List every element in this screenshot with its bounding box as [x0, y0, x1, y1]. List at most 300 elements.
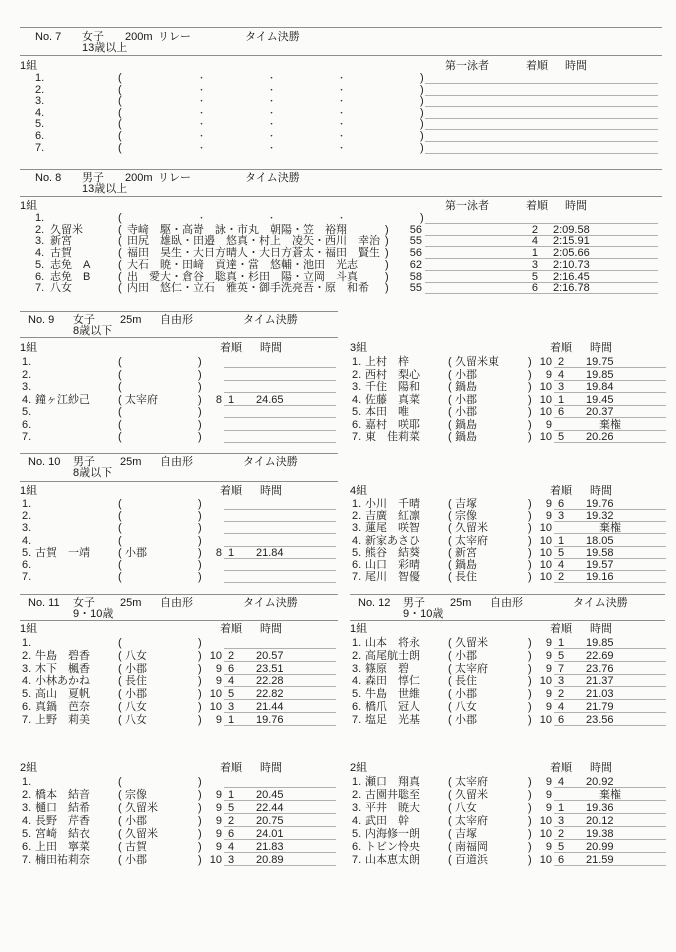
result-underline	[425, 118, 658, 119]
swimmer-name: 熊谷 結葵	[365, 546, 420, 559]
horizontal-rule	[20, 620, 338, 621]
lane-number: 2.	[352, 649, 362, 662]
open-paren: (	[118, 356, 122, 368]
swimmer-age: 8	[215, 546, 222, 559]
swimmer-age: 10	[539, 675, 552, 688]
lane-number: 2.	[35, 223, 45, 236]
horizontal-rule	[20, 453, 338, 454]
lane-number: 5.	[22, 828, 32, 840]
team-name: 志免 A	[50, 258, 91, 271]
dot-separator: ・	[197, 84, 207, 95]
event-number: No. 7	[35, 31, 62, 43]
dot-separator: ・	[197, 142, 207, 153]
rank-value: 6	[228, 662, 235, 675]
open-paren: (	[118, 637, 122, 649]
close-paren: )	[528, 649, 532, 662]
rank-value: 3	[558, 510, 565, 523]
swimmer-name: 塩足 光基	[365, 713, 420, 726]
open-paren: (	[118, 546, 122, 559]
club-name: 百道浜	[455, 854, 488, 866]
close-paren: )	[198, 637, 202, 649]
open-paren: (	[448, 637, 452, 649]
swimmer-name: 武田 幹	[365, 815, 409, 827]
swimmer-age: 10	[539, 356, 552, 368]
column-header-time: 時間	[565, 60, 587, 72]
time-value: 19.84	[586, 381, 614, 393]
dot-separator: ・	[337, 96, 347, 107]
club-name: 吉塚	[455, 828, 477, 840]
lane-number: 4.	[35, 106, 45, 119]
close-paren: )	[385, 270, 389, 283]
dot-separator: ・	[267, 119, 277, 130]
club-name: 古賀	[125, 841, 147, 853]
swimmer-age: 10	[539, 854, 552, 866]
event-round: タイム決勝	[243, 456, 298, 468]
open-paren: (	[118, 431, 122, 443]
result-underline	[224, 787, 336, 788]
time-value: 19.76	[256, 713, 284, 726]
swimmer-age: 9	[545, 701, 552, 713]
rank-value: 4	[558, 776, 565, 788]
rank-value: 3	[558, 815, 565, 827]
withdrawn-status: 棄権	[599, 418, 621, 431]
close-paren: )	[198, 713, 202, 726]
swimmer-age: 9	[545, 510, 552, 523]
result-underline	[425, 258, 658, 259]
close-paren: )	[528, 571, 532, 584]
open-paren: (	[118, 83, 122, 96]
close-paren: )	[198, 510, 202, 523]
swimmer-name: 橋本 結音	[35, 789, 90, 801]
open-paren: (	[448, 841, 452, 853]
club-name: 小郡	[455, 713, 477, 726]
rank-value: 5	[531, 270, 538, 283]
result-underline	[425, 223, 658, 224]
lane-number: 4.	[22, 815, 32, 827]
close-paren: )	[528, 510, 532, 523]
open-paren: (	[118, 841, 122, 853]
column-header-rank: 着順	[550, 623, 572, 635]
result-underline	[425, 246, 658, 247]
time-value: 19.16	[586, 571, 614, 584]
close-paren: )	[420, 141, 424, 154]
close-paren: )	[528, 789, 532, 801]
lane-number: 5.	[22, 406, 32, 418]
horizontal-rule	[20, 311, 338, 312]
close-paren: )	[198, 662, 202, 675]
swimmer-age: 9	[215, 675, 222, 688]
swimmer-name: 橋爪 冠人	[365, 701, 420, 713]
relay-members: 田尻 雄臥・田邉 悠真・村上 凌矢・西川 幸治	[127, 235, 380, 248]
dot-separator: ・	[267, 96, 277, 107]
event-age-group: 13歳以上	[82, 42, 128, 54]
lane-number: 7.	[352, 431, 362, 443]
time-value: 19.85	[586, 368, 614, 381]
club-name: 八女	[125, 649, 147, 662]
swimmer-age: 10	[539, 381, 552, 393]
relay-members: 内田 悠仁・立石 雅英・御手洗亮吾・原 和希	[127, 282, 369, 295]
column-header-rank: 着順	[550, 485, 572, 497]
time-value: 22.44	[256, 802, 284, 814]
open-paren: (	[118, 418, 122, 431]
rank-value: 1	[228, 393, 235, 406]
close-paren: )	[198, 546, 202, 559]
lane-number: 1.	[35, 212, 45, 224]
swimmer-name: 山口 彩晴	[365, 559, 420, 571]
swimmer-age: 9	[215, 841, 222, 853]
swimmer-age: 9	[215, 713, 222, 726]
time-value: 19.85	[586, 637, 614, 649]
open-paren: (	[118, 510, 122, 523]
close-paren: )	[528, 393, 532, 406]
event-number: No. 12	[358, 597, 391, 609]
open-paren: (	[118, 571, 122, 584]
open-paren: (	[118, 802, 122, 814]
time-value: 23.76	[586, 662, 614, 675]
open-paren: (	[448, 662, 452, 675]
swimmer-name: 高尾航士朗	[365, 649, 420, 662]
dot-separator: ・	[197, 213, 207, 223]
horizontal-rule	[350, 594, 665, 595]
open-paren: (	[118, 381, 122, 393]
club-name: 宗像	[455, 510, 477, 523]
open-paren: (	[118, 282, 122, 295]
horizontal-rule	[20, 594, 338, 595]
close-paren: )	[385, 235, 389, 248]
close-paren: )	[385, 258, 389, 271]
time-value: 23.51	[256, 662, 284, 675]
lane-number: 6.	[22, 559, 32, 571]
lane-number: 7.	[22, 431, 32, 443]
lane-number: 1.	[352, 776, 362, 788]
time-value: 2:16.45	[553, 270, 590, 283]
close-paren: )	[198, 498, 202, 510]
swimmer-name: 楠田祐莉奈	[35, 854, 90, 866]
club-name: 鍋島	[455, 381, 477, 393]
event-number: No. 11	[28, 597, 60, 609]
horizontal-rule	[20, 169, 662, 170]
relay-members: 福田 昊生・大日方晴人・大日方蒼太・福田 賢生	[127, 247, 380, 260]
time-value: 19.32	[586, 510, 614, 523]
close-paren: )	[528, 546, 532, 559]
event-stroke: 自由形	[160, 456, 193, 468]
event-stroke: 自由形	[490, 597, 523, 609]
lane-number: 2.	[35, 83, 45, 96]
swimmer-age: 9	[545, 649, 552, 662]
swimmer-age: 9	[545, 418, 552, 431]
withdrawn-status: 棄権	[599, 522, 621, 535]
club-name: 小郡	[455, 649, 477, 662]
open-paren: (	[118, 662, 122, 675]
time-value: 21.03	[586, 688, 614, 701]
horizontal-rule	[20, 55, 662, 56]
lane-number: 1.	[35, 72, 45, 84]
heat-label: 1組	[350, 623, 368, 635]
heat-label: 1組	[20, 342, 38, 354]
club-name: 太宰府	[455, 662, 488, 675]
close-paren: )	[528, 431, 532, 443]
dot-separator: ・	[267, 142, 277, 153]
rank-value: 1	[228, 713, 235, 726]
time-value: 20.89	[256, 854, 284, 866]
lane-number: 4.	[22, 534, 32, 547]
swimmer-name: 瀬口 翔真	[365, 776, 420, 788]
event-round: タイム決勝	[243, 597, 298, 609]
open-paren: (	[448, 381, 452, 393]
swimmer-age: 10	[209, 854, 222, 866]
time-value: 21.37	[586, 675, 614, 688]
open-paren: (	[448, 649, 452, 662]
dot-separator: ・	[337, 213, 347, 223]
rank-value: 6	[558, 498, 565, 510]
heat-label: 1組	[20, 60, 38, 72]
open-paren: (	[118, 130, 122, 142]
swimmer-name: 内海修一朗	[365, 828, 420, 840]
swimmer-name: 宮崎 結衣	[35, 828, 90, 840]
rank-value: 2	[228, 649, 235, 662]
close-paren: )	[528, 406, 532, 418]
column-header-time: 時間	[590, 623, 612, 635]
result-underline	[224, 417, 336, 418]
swimmer-name: 森田 惇仁	[365, 675, 420, 688]
dot-separator: ・	[337, 73, 347, 83]
open-paren: (	[448, 713, 452, 726]
result-underline	[224, 442, 336, 443]
swimmer-name: 古園井聡至	[365, 789, 420, 801]
time-value: 24.01	[256, 828, 284, 840]
close-paren: )	[198, 701, 202, 713]
close-paren: )	[198, 356, 202, 368]
open-paren: (	[118, 675, 122, 688]
swimmer-age: 9	[545, 841, 552, 853]
column-header-first_swimmer: 第一泳者	[445, 200, 489, 212]
rank-value: 2	[558, 688, 565, 701]
open-paren: (	[118, 106, 122, 119]
club-name: 小郡	[125, 688, 147, 701]
team-age: 62	[409, 258, 422, 271]
event-gender: 女子	[73, 597, 95, 609]
rank-value: 2	[558, 356, 565, 368]
open-paren: (	[448, 356, 452, 368]
rank-value: 5	[558, 431, 565, 443]
open-paren: (	[118, 95, 122, 108]
club-name: 鍋島	[455, 418, 477, 431]
club-name: 久留米東	[455, 356, 499, 368]
club-name: 吉塚	[455, 498, 477, 510]
time-value: 23.56	[586, 713, 614, 726]
result-underline	[425, 235, 658, 236]
result-underline	[425, 129, 658, 130]
close-paren: )	[198, 802, 202, 814]
result-underline	[425, 95, 658, 96]
open-paren: (	[448, 828, 452, 840]
rank-value: 1	[228, 789, 235, 801]
lane-number: 7.	[352, 713, 362, 726]
open-paren: (	[118, 828, 122, 840]
lane-number: 2.	[22, 510, 32, 523]
swimmer-age: 10	[209, 701, 222, 713]
close-paren: )	[385, 247, 389, 260]
close-paren: )	[198, 431, 202, 443]
dot-separator: ・	[267, 107, 277, 118]
club-name: 南福岡	[455, 841, 488, 853]
time-value: 20.57	[256, 649, 284, 662]
open-paren: (	[448, 559, 452, 571]
column-header-rank: 着順	[220, 342, 242, 354]
result-underline	[425, 270, 658, 271]
lane-number: 2.	[352, 510, 362, 523]
lane-number: 7.	[22, 713, 32, 726]
time-value: 19.58	[586, 546, 614, 559]
lane-number: 1.	[352, 637, 362, 649]
heat-label: 3組	[350, 342, 368, 354]
rank-value: 3	[558, 675, 565, 688]
swimmer-name: 蓮尾 咲智	[365, 522, 420, 535]
dot-separator: ・	[337, 119, 347, 130]
club-name: 久留米	[455, 789, 488, 801]
lane-number: 3.	[35, 235, 45, 248]
swimmer-name: 吉廣 紅凛	[365, 510, 420, 523]
club-name: 鍋島	[455, 559, 477, 571]
swimmer-age: 10	[539, 713, 552, 726]
horizontal-rule	[20, 337, 338, 338]
team-name: 古賀	[50, 247, 72, 260]
club-name: 小郡	[455, 406, 477, 418]
open-paren: (	[118, 223, 122, 236]
close-paren: )	[420, 83, 424, 96]
close-paren: )	[528, 776, 532, 788]
club-name: 八女	[455, 802, 477, 814]
open-paren: (	[118, 713, 122, 726]
close-paren: )	[198, 381, 202, 393]
rank-value: 5	[228, 688, 235, 701]
swimmer-age: 9	[545, 637, 552, 649]
close-paren: )	[528, 522, 532, 535]
close-paren: )	[528, 688, 532, 701]
open-paren: (	[448, 534, 452, 547]
lane-number: 6.	[22, 701, 32, 713]
time-value: 20.26	[586, 431, 614, 443]
close-paren: )	[528, 368, 532, 381]
event-age-group: 8歳以下	[73, 467, 113, 479]
club-name: 太宰府	[455, 534, 488, 547]
close-paren: )	[198, 815, 202, 827]
open-paren: (	[448, 406, 452, 418]
rank-value: 4	[558, 559, 565, 571]
close-paren: )	[198, 393, 202, 406]
event-distance: 200m	[125, 172, 153, 184]
horizontal-rule	[20, 481, 338, 482]
lane-number: 2.	[22, 649, 32, 662]
close-paren: )	[528, 841, 532, 853]
swimmer-age: 10	[539, 522, 552, 535]
lane-number: 1.	[22, 498, 32, 510]
team-age: 56	[409, 223, 422, 236]
time-value: 2:09.58	[553, 223, 590, 236]
close-paren: )	[198, 571, 202, 584]
relay-members: 出 愛大・倉谷 聡真・杉田 陽・立岡 斗真	[127, 270, 358, 283]
lane-number: 2.	[352, 368, 362, 381]
swimmer-name: 鐘ヶ江紗己	[35, 393, 90, 406]
dot-separator: ・	[337, 142, 347, 153]
lane-number: 6.	[352, 841, 362, 853]
event-number: No. 9	[28, 314, 55, 326]
rank-value: 4	[228, 675, 235, 688]
event-number: No. 8	[35, 172, 62, 184]
close-paren: )	[198, 418, 202, 431]
open-paren: (	[118, 118, 122, 131]
open-paren: (	[118, 498, 122, 510]
swimmer-age: 10	[539, 406, 552, 418]
result-underline	[224, 570, 336, 571]
time-value: 19.76	[586, 498, 614, 510]
heat-label: 1組	[20, 623, 38, 635]
swimmer-name: 山本恵太朗	[365, 854, 420, 866]
lane-number: 6.	[352, 701, 362, 713]
event-gender: 女子	[73, 314, 95, 326]
swimmer-age: 9	[545, 776, 552, 788]
rank-value: 2	[531, 223, 538, 236]
close-paren: )	[528, 701, 532, 713]
column-header-time: 時間	[590, 342, 612, 354]
rank-value: 4	[531, 235, 538, 248]
time-value: 2:16.78	[553, 282, 590, 295]
swimmer-name: 佐藤 真菜	[365, 393, 420, 406]
rank-value: 3	[228, 854, 235, 866]
club-name: 長住	[455, 675, 477, 688]
rank-value: 2	[558, 828, 565, 840]
open-paren: (	[448, 675, 452, 688]
open-paren: (	[118, 141, 122, 154]
lane-number: 6.	[35, 270, 45, 283]
close-paren: )	[385, 282, 389, 295]
swimmer-age: 9	[215, 789, 222, 801]
time-value: 21.59	[586, 854, 614, 866]
lane-number: 6.	[22, 841, 32, 853]
open-paren: (	[448, 789, 452, 801]
open-paren: (	[118, 854, 122, 866]
column-header-time: 時間	[260, 342, 282, 354]
event-round: タイム決勝	[245, 172, 300, 184]
event-age-group: 13歳以上	[82, 183, 128, 195]
rank-value: 2	[228, 815, 235, 827]
rank-value: 6	[558, 854, 565, 866]
rank-value: 4	[228, 841, 235, 853]
swimmer-name: 古賀 一靖	[35, 546, 90, 559]
lane-number: 4.	[352, 675, 362, 688]
open-paren: (	[118, 72, 122, 84]
open-paren: (	[118, 815, 122, 827]
close-paren: )	[420, 95, 424, 108]
swimmer-name: 小林あかね	[35, 675, 90, 688]
close-paren: )	[528, 637, 532, 649]
team-age: 58	[409, 270, 422, 283]
lane-number: 4.	[35, 247, 45, 260]
club-name: 小郡	[125, 854, 147, 866]
close-paren: )	[385, 223, 389, 236]
dot-separator: ・	[197, 96, 207, 107]
swimmer-age: 9	[215, 828, 222, 840]
close-paren: )	[420, 118, 424, 131]
column-header-time: 時間	[565, 200, 587, 212]
event-gender: 女子	[82, 31, 104, 43]
relay-members: 大石 暁・田﨑 貢達・當 悠輔・池田 光志	[127, 258, 358, 271]
event-gender: 男子	[73, 456, 95, 468]
lane-number: 5.	[352, 828, 362, 840]
club-name: 八女	[125, 713, 147, 726]
lane-number: 3.	[35, 95, 45, 108]
open-paren: (	[118, 270, 122, 283]
